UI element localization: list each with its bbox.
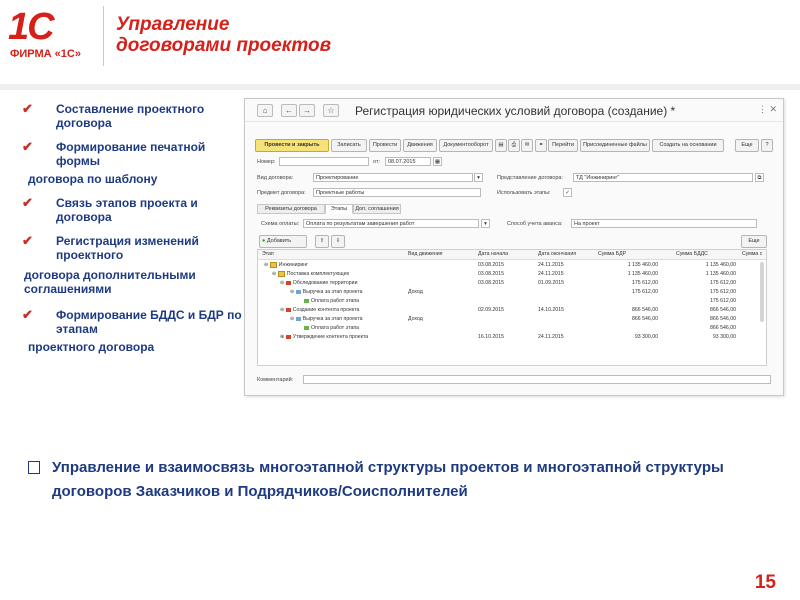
print-icon[interactable]: ⎙ <box>508 139 520 152</box>
subject-label: Предмет договора: <box>257 190 306 196</box>
folder-icon <box>270 262 277 268</box>
stage-icon <box>286 335 291 339</box>
feature-item-continuation: проектного договора <box>28 340 155 354</box>
contract-form-window <box>244 98 784 396</box>
add-icon: ● <box>262 238 266 244</box>
slide-title <box>116 14 331 56</box>
header-divider <box>103 6 104 66</box>
company-logo <box>8 6 96 68</box>
help-icon[interactable]: ? <box>761 139 773 152</box>
comment-field[interactable] <box>303 375 771 384</box>
folder-icon <box>278 271 285 277</box>
revenue-icon <box>296 317 301 321</box>
feature-item: ✔ Формирование печатной формы <box>22 139 206 168</box>
contract-type-field[interactable]: Проектирование <box>313 173 473 182</box>
slide-title-line-2: договорами проектов <box>116 35 332 56</box>
more-button[interactable]: Еще <box>735 139 759 152</box>
feature-item: ✔ Регистрация изменений проектного <box>22 233 199 262</box>
post-button[interactable]: Провести <box>369 139 401 152</box>
grid-more-button[interactable]: Еще <box>741 235 767 248</box>
number-label: Номер: <box>257 159 276 165</box>
logo-mark: 1С <box>8 6 53 48</box>
table-row[interactable]: ⊖ Поставка комплектующих 03.08.2015 24.11.2015 1 135 460,00 1 135 460,00 <box>272 271 736 277</box>
col-stage: Этап <box>262 251 274 257</box>
feature-item-continuation: договора дополнительными соглашениями <box>24 268 196 296</box>
report-icon[interactable]: ▤ <box>495 139 507 152</box>
window-title: Регистрация юридических условий договора (создание) * <box>355 104 676 118</box>
contract-representation-label: Представление договора: <box>497 175 563 181</box>
write-button[interactable]: Записать <box>331 139 367 152</box>
col-start: Дата начала <box>478 251 509 257</box>
feature-item: ✔ Формирование БДДС и БДР по этапам <box>22 307 242 336</box>
slide-title-line-1: Управление <box>116 14 230 35</box>
page-number: 15 <box>754 572 776 593</box>
check-icon: ✔ <box>22 233 33 248</box>
stage-icon <box>286 281 291 285</box>
move-up-icon[interactable]: ⇧ <box>315 235 329 248</box>
bullet-box-icon <box>28 461 40 474</box>
advance-method-label: Способ учета аванса: <box>507 221 563 227</box>
contract-representation-field[interactable]: ТД "Инжиниринг" <box>573 173 753 182</box>
feature-item: ✔ Составление проектного договора <box>22 101 205 130</box>
back-icon[interactable]: ← <box>281 104 297 117</box>
window-header <box>245 99 783 122</box>
link-icon[interactable]: ⚭ <box>535 139 547 152</box>
table-row[interactable]: ⊖ Инжиниринг 03.08.2015 24.11.2015 1 135 460,00 1 135 460,00 <box>264 262 736 268</box>
attach-icon[interactable]: ✉ <box>521 139 533 152</box>
home-icon[interactable]: ⌂ <box>257 104 273 117</box>
create-based-on-button[interactable]: Создать на основании <box>652 139 724 152</box>
number-field[interactable] <box>279 157 369 166</box>
move-down-icon[interactable]: ⇩ <box>331 235 345 248</box>
tab-supplementary[interactable]: Доп. соглашения <box>353 204 401 214</box>
select-icon[interactable]: ▾ <box>474 173 483 182</box>
summary-statement: Управление и взаимосвязь многоэтапной структуры проектов и многоэтапной структуры договоров Заказчиков и Подрядчиков/Соисполнителей <box>28 456 768 504</box>
col-bdds: Сумма БДДС <box>676 251 708 257</box>
revenue-icon <box>296 290 301 294</box>
date-field[interactable]: 08.07.2015 <box>385 157 431 166</box>
feature-item-continuation: договора по шаблону <box>28 172 158 186</box>
col-bdr: Сумма БДР <box>598 251 627 257</box>
payment-scheme-label: Схема оплаты: <box>261 221 300 227</box>
tab-requisites[interactable]: Реквизиты договора <box>257 204 325 214</box>
window-controls[interactable]: ⋮ ✕ <box>757 104 777 114</box>
feature-list <box>22 102 244 364</box>
header-bar <box>0 84 800 90</box>
attached-files-button[interactable]: Присоединенные файлы <box>580 139 650 152</box>
comment-label: Комментарий: <box>257 377 294 383</box>
table-row[interactable]: ⊕ Утверждение контента проекта 16.10.2015 24.11.2015 93 300,00 93 300,00 <box>280 334 736 340</box>
movements-button[interactable]: Движения <box>403 139 437 152</box>
check-icon: ✔ <box>22 307 33 322</box>
use-stages-checkbox[interactable]: ✓ <box>563 188 572 197</box>
table-row[interactable]: Оплата работ этапа 175 612,00 <box>258 297 766 306</box>
open-icon[interactable]: ⧉ <box>755 173 764 182</box>
check-icon: ✔ <box>22 101 33 116</box>
select-icon[interactable]: ▾ <box>481 219 490 228</box>
check-icon: ✔ <box>22 195 33 210</box>
table-row[interactable]: ⊖ Выручка за этап проекта Доход 866 546,00 866 546,00 <box>290 316 736 322</box>
contract-type-label: Вид договора: <box>257 175 294 181</box>
payment-scheme-field[interactable]: Оплата по результатам завершения работ <box>303 219 479 228</box>
use-stages-label: Использовать этапы: <box>497 190 551 196</box>
logo-caption: ФИРМА «1С» <box>10 48 81 60</box>
tab-stages[interactable]: Этапы <box>325 204 353 214</box>
table-row[interactable]: Оплата работ этапа 866 546,00 <box>258 324 766 333</box>
advance-method-field[interactable]: На проект <box>571 219 757 228</box>
stages-table <box>257 249 767 366</box>
document-flow-button[interactable]: Документооборот <box>439 139 493 152</box>
form-toolbar <box>255 139 775 151</box>
table-header <box>258 250 766 260</box>
table-row[interactable]: ⊖ Выручка за этап проекта Доход 175 612,00 175 612,00 <box>290 289 736 295</box>
post-and-close-button[interactable]: Провести и закрыть <box>255 139 329 152</box>
date-label: от: <box>373 159 380 165</box>
payment-icon <box>304 299 309 303</box>
favorite-icon[interactable]: ☆ <box>323 104 339 117</box>
add-row-button[interactable]: ● Добавить <box>259 235 307 248</box>
forward-icon[interactable]: → <box>299 104 315 117</box>
check-icon: ✔ <box>22 139 33 154</box>
calendar-icon[interactable]: ▦ <box>434 159 441 165</box>
stage-icon <box>286 308 291 312</box>
table-scrollbar[interactable] <box>760 262 764 322</box>
table-row[interactable]: ⊖ Создание контента проекта 02.09.2015 14.10.2015 866 546,00 866 546,00 <box>280 307 736 313</box>
feature-item: ✔ Связь этапов проекта и договора <box>22 195 198 224</box>
col-movement: Вид движения <box>408 251 443 257</box>
col-sum: Сумма с <box>742 251 763 257</box>
payment-icon <box>304 326 309 330</box>
table-row[interactable]: ⊖ Обследование территории 03.08.2015 01.09.2015 175 612,00 175 612,00 <box>280 280 736 286</box>
goto-button[interactable]: Перейти <box>548 139 578 152</box>
subject-field[interactable]: Проектные работы <box>313 188 481 197</box>
col-end: Дата окончания <box>538 251 577 257</box>
